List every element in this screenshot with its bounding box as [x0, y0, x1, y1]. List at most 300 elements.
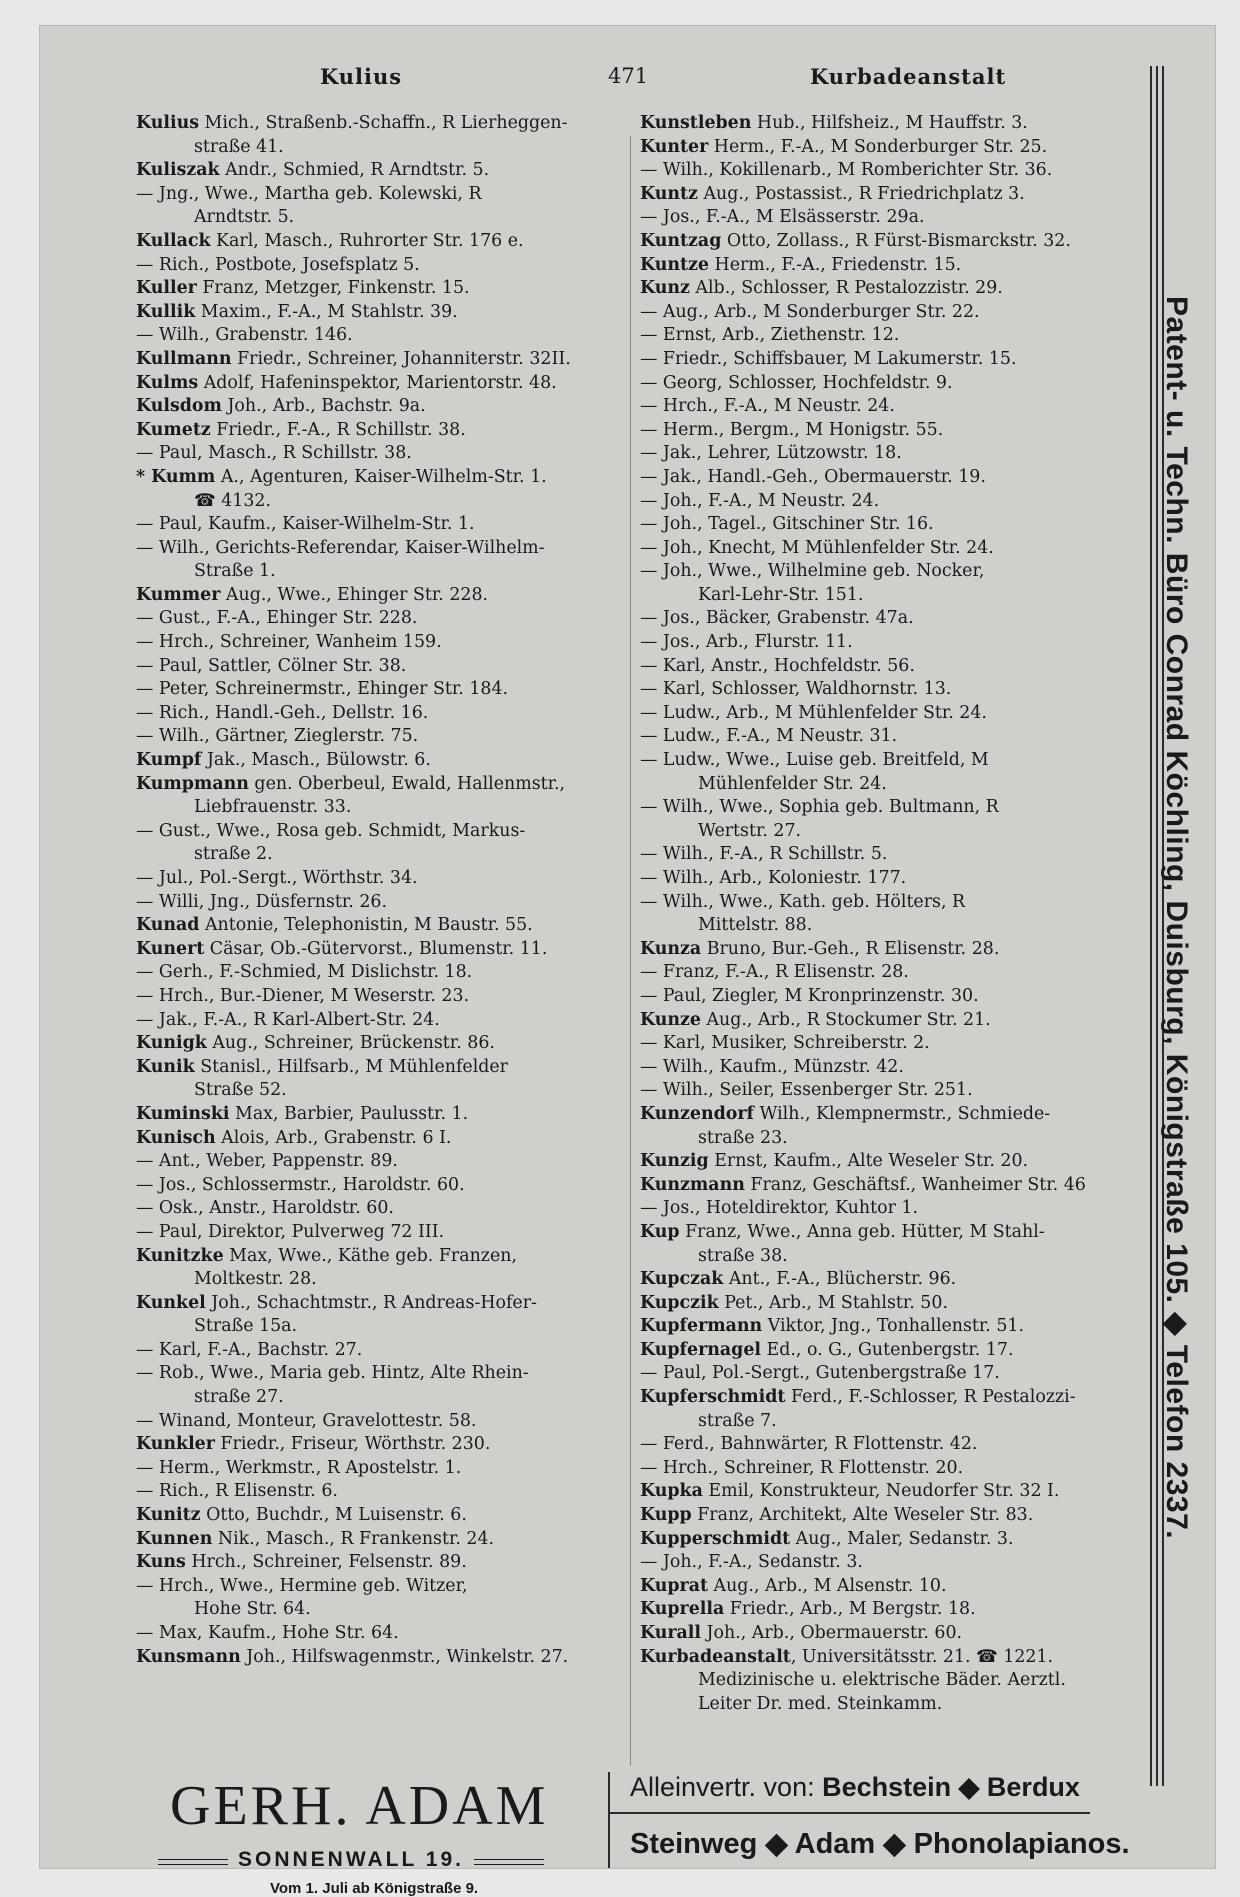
directory-entry: [640, 1504, 1140, 1528]
entry-line: * Kumm A., Agenturen, Kaiser-Wilhelm-Str. 1.: [136, 466, 547, 487]
directory-entry: [640, 985, 1140, 1009]
directory-entry: [136, 1103, 626, 1127]
directory-entry: [640, 867, 1140, 891]
entry-surname: Kunze: [640, 1009, 701, 1030]
directory-entry: [640, 1433, 1140, 1457]
entry-line: — Hrch., Bur.-Diener, M Weserstr. 23.: [136, 985, 470, 1006]
entry-surname: Kumpf: [136, 750, 202, 771]
directory-entry: [640, 702, 1140, 726]
directory-entry: [640, 938, 1140, 962]
entry-line: — Jos., Bäcker, Grabenstr. 47a.: [640, 608, 914, 629]
entry-surname: Kullik: [136, 301, 196, 322]
directory-entry: [640, 301, 1140, 325]
entry-surname: Kunitzke: [136, 1245, 224, 1266]
entry-line: Kupczik Pet., Arb., M Stahlstr. 50.: [640, 1292, 948, 1313]
entry-line: Kunik Stanisl., Hilfsarb., M Mühlenfelder: [136, 1056, 508, 1077]
directory-entry: [640, 183, 1140, 207]
entry-line: — Karl, Anstr., Hochfeldstr. 56.: [640, 655, 915, 676]
entry-surname: Kunzig: [640, 1151, 709, 1172]
directory-entry: [640, 1197, 1140, 1221]
entry-surname: Kunkel: [136, 1292, 206, 1313]
entry-line: — Jul., Pol.-Sergt., Wörthstr. 34.: [136, 868, 418, 888]
entry-line: — Friedr., Schiffsbauer, M Lakumerstr. 15.: [640, 348, 1017, 369]
directory-entry: [136, 1245, 626, 1292]
entry-line: Kunert Cäsar, Ob.-Gütervorst., Blumenstr. 11.: [136, 938, 548, 959]
directory-entry: [640, 277, 1140, 301]
entry-surname: Kullack: [136, 230, 211, 251]
entry-continuation: straße 7.: [698, 1410, 777, 1431]
entry-surname: Kuntze: [640, 254, 709, 275]
directory-entry: [136, 1221, 626, 1245]
entry-line: — Wilh., Wwe., Kath. geb. Hölters, R: [640, 891, 966, 912]
entry-line: Kulms Adolf, Hafeninspektor, Marientorstr. 48.: [136, 372, 557, 393]
entry-line: — Herm., Werkmstr., R Apostelstr. 1.: [136, 1457, 462, 1478]
directory-entry: [136, 914, 626, 938]
entry-line: — Rich., Postbote, Josefsplatz 5.: [136, 254, 420, 275]
directory-entry: [640, 1032, 1140, 1056]
entry-line: Kunitzke Max, Wwe., Käthe geb. Franzen,: [136, 1245, 517, 1266]
entry-line: Kupp Franz, Architekt, Alte Weseler Str. 83.: [640, 1505, 1034, 1526]
entry-line: — Hrch., Wwe., Hermine geb. Witzer,: [136, 1575, 468, 1596]
directory-entry: [640, 372, 1140, 396]
directory-entry: [640, 1292, 1140, 1316]
directory-entry: [136, 1528, 626, 1552]
directory-entry: [136, 277, 626, 301]
directory-entry: [136, 631, 626, 655]
entry-line: — Joh., F.-A., M Neustr. 24.: [640, 490, 880, 511]
entry-line: — Jng., Wwe., Martha geb. Kolewski, R: [136, 183, 482, 204]
entry-line: Kunad Antonie, Telephonistin, M Baustr. 55.: [136, 915, 533, 936]
directory-entry: [136, 1480, 626, 1504]
entry-continuation: Arndtstr. 5.: [194, 207, 295, 228]
directory-entry: [640, 490, 1140, 514]
directory-entry: [640, 254, 1140, 278]
entry-line: Kup Franz, Wwe., Anna geb. Hütter, M Stahl-: [640, 1221, 1045, 1242]
directory-entry: [640, 1457, 1140, 1481]
directory-entry: [136, 584, 626, 608]
entry-line: Kunze Aug., Arb., R Stockumer Str. 21.: [640, 1009, 991, 1030]
directory-page: [40, 26, 1215, 1897]
directory-entry: [136, 820, 626, 867]
page-number: 471: [608, 64, 649, 88]
entry-surname: Kuntzag: [640, 230, 722, 251]
directory-entry: [136, 607, 626, 631]
ad-agency-line: [630, 1772, 1080, 1803]
entry-line: — Jos., Hoteldirektor, Kuhtor 1.: [640, 1198, 919, 1219]
entry-surname: Kullmann: [136, 348, 232, 369]
ad-address: SONNENWALL 19.: [238, 1848, 464, 1871]
entry-surname: Kunik: [136, 1056, 195, 1077]
directory-entry: [640, 136, 1140, 160]
directory-entry: [640, 631, 1140, 655]
entry-line: — Joh., Wwe., Wilhelmine geb. Nocker,: [640, 561, 985, 582]
directory-entry: [136, 442, 626, 466]
side-banner: [1160, 296, 1200, 1616]
directory-entry: [136, 466, 626, 513]
directory-entry: [136, 1292, 626, 1339]
footer-advertisement: [110, 1766, 1150, 1897]
directory-entry: [640, 1315, 1140, 1339]
ad-products-line: Steinweg ◆ Adam ◆ Phonolapianos.: [630, 1828, 1130, 1860]
directory-entry: [640, 1480, 1140, 1504]
entry-line: — Ant., Weber, Pappenstr. 89.: [136, 1151, 398, 1172]
entry-line: Kupfermann Viktor, Jng., Tonhallenstr. 51.: [640, 1316, 1025, 1337]
entry-line: — Jos., Schlossermstr., Haroldstr. 60.: [136, 1174, 465, 1195]
directory-entry: [136, 1504, 626, 1528]
entry-continuation: Mittelstr. 88.: [698, 915, 813, 936]
directory-entry: [136, 702, 626, 726]
entry-line: Kuntze Herm., F.-A., Friedenstr. 15.: [640, 254, 962, 275]
directory-entry: [640, 1528, 1140, 1552]
entry-line: Kunz Alb., Schlosser, R Pestalozzistr. 29.: [640, 278, 1003, 299]
entry-line: — Winand, Monteur, Gravelottestr. 58.: [136, 1410, 477, 1431]
directory-entry: [640, 1150, 1140, 1174]
entry-line: — Wilh., Kokillenarb., M Romberichter Str. 36.: [640, 160, 1053, 181]
entry-surname: Kunert: [136, 938, 205, 959]
side-banner-text: Patent- u. Techn. Büro Conrad Köchling, Duisburg, Königstraße 105. ◆ Telefon 2337.: [1160, 296, 1193, 1540]
entry-continuation: straße 41.: [194, 136, 284, 157]
entry-line: Kulsdom Joh., Arb., Bachstr. 9a.: [136, 396, 426, 417]
directory-entry: [136, 395, 626, 419]
entry-line: — Herm., Bergm., M Honigstr. 55.: [640, 419, 944, 440]
directory-entry: [640, 1079, 1140, 1103]
directory-entry: [640, 159, 1140, 183]
directory-entry: [640, 796, 1140, 843]
directory-entry: [136, 230, 626, 254]
directory-entry: [136, 372, 626, 396]
entry-line: — Jak., F.-A., R Karl-Albert-Str. 24.: [136, 1009, 440, 1030]
directory-entry: [136, 1622, 626, 1646]
directory-entry: [136, 301, 626, 325]
entry-continuation: Moltkestr. 28.: [194, 1269, 317, 1290]
directory-entry: [136, 938, 626, 962]
directory-entry: [136, 749, 626, 773]
entry-line: Kunza Bruno, Bur.-Geh., R Elisenstr. 28.: [640, 938, 1000, 959]
entry-line: — Paul, Ziegler, M Kronprinzenstr. 30.: [640, 985, 979, 1006]
entry-surname: Kuprella: [640, 1599, 725, 1620]
directory-entry: [136, 985, 626, 1009]
directory-entry: [136, 961, 626, 985]
entry-line: — Joh., Tagel., Gitschiner Str. 16.: [640, 514, 934, 535]
entry-line: — Paul, Direktor, Pulverweg 72 III.: [136, 1221, 445, 1242]
entry-line: Kuprat Aug., Arb., M Alsenstr. 10.: [640, 1575, 947, 1596]
entry-line: Kuminski Max, Barbier, Paulusstr. 1.: [136, 1103, 469, 1124]
entry-surname: Kuminski: [136, 1103, 230, 1124]
entry-line: Kupfernagel Ed., o. G., Gutenbergstr. 17.: [640, 1339, 1014, 1360]
directory-entry: [136, 1197, 626, 1221]
directory-entry: [136, 537, 626, 584]
directory-entry: [640, 206, 1140, 230]
entry-line: — Aug., Arb., M Sonderburger Str. 22.: [640, 301, 980, 322]
directory-entry: [136, 419, 626, 443]
directory-entry: [640, 112, 1140, 136]
directory-entry: [640, 513, 1140, 537]
entry-line: — Paul, Kaufm., Kaiser-Wilhelm-Str. 1.: [136, 514, 475, 535]
entry-line: Kunigk Aug., Schreiner, Brückenstr. 86.: [136, 1033, 495, 1054]
directory-entry: [640, 1386, 1140, 1433]
directory-entry: [136, 348, 626, 372]
ad-divider: [608, 1772, 610, 1868]
directory-entry: [136, 1410, 626, 1434]
entry-continuation: ☎ 4132.: [194, 490, 271, 511]
directory-entry: [640, 230, 1140, 254]
entry-surname: Kunitz: [136, 1505, 201, 1526]
entry-line: Kullack Karl, Masch., Ruhrorter Str. 176 e.: [136, 230, 524, 251]
entry-surname: Kulius: [136, 113, 200, 133]
entry-surname: Kunnen: [136, 1528, 213, 1549]
entry-continuation: Liebfrauenstr. 33.: [194, 797, 352, 818]
directory-entry: [136, 254, 626, 278]
entry-surname: Kurbadeanstalt: [640, 1646, 791, 1667]
directory-entry: [640, 466, 1140, 490]
ad-rule: [610, 1812, 1090, 1814]
entry-surname: Kupka: [640, 1481, 703, 1502]
entry-surname: Kunkler: [136, 1434, 215, 1455]
entry-line: — Joh., F.-A., Sedanstr. 3.: [640, 1552, 863, 1573]
directory-entry: [136, 1433, 626, 1457]
directory-entry: [640, 1646, 1140, 1717]
entry-line: — Willi, Jng., Düsfernstr. 26.: [136, 891, 388, 912]
directory-entry: [136, 159, 626, 183]
entry-line: — Ludw., Arb., M Mühlenfelder Str. 24.: [640, 702, 987, 723]
entry-continuation: Karl-Lehr-Str. 151.: [698, 584, 864, 605]
ad-agency-brands: Bechstein ◆ Berdux: [822, 1772, 1080, 1802]
entry-line: Kuntzag Otto, Zollass., R Fürst-Bismarckstr. 32.: [640, 230, 1071, 251]
entry-line: Kunstleben Hub., Hilfsheiz., M Hauffstr. 3.: [640, 113, 1028, 133]
entry-line: — Georg, Schlosser, Hochfeldstr. 9.: [640, 372, 953, 393]
entry-continuation: Leiter Dr. med. Steinkamm.: [698, 1693, 943, 1714]
directory-entry: [640, 1056, 1140, 1080]
entry-surname: Kupczak: [640, 1269, 724, 1290]
entry-surname: Kupfernagel: [640, 1339, 761, 1360]
directory-entry: [136, 1646, 626, 1670]
entry-surname: Kunigk: [136, 1033, 207, 1054]
directory-entry: [136, 1551, 626, 1575]
entry-surname: Kunsmann: [136, 1646, 241, 1667]
entry-line: — Wilh., Gerichts-Referendar, Kaiser-Wilhelm-: [136, 537, 545, 558]
entry-continuation: Hohe Str. 64.: [194, 1599, 311, 1620]
directory-entry: [640, 961, 1140, 985]
entry-line: Kullmann Friedr., Schreiner, Johanniterstr. 32II.: [136, 348, 571, 369]
entry-line: Kunisch Alois, Arb., Grabenstr. 6 I.: [136, 1127, 452, 1148]
directory-entry: [640, 395, 1140, 419]
directory-entry: [640, 1575, 1140, 1599]
entry-continuation: Straße 52.: [194, 1080, 287, 1101]
left-column: [136, 112, 626, 1669]
directory-entry: [136, 678, 626, 702]
entry-line: Kupferschmidt Ferd., F.-Schlosser, R Pestalozzi-: [640, 1387, 1076, 1408]
entry-line: Kunitz Otto, Buchdr., M Luisenstr. 6.: [136, 1505, 467, 1526]
entry-line: — Paul, Masch., R Schillstr. 38.: [136, 443, 412, 464]
entry-line: Kupka Emil, Konstrukteur, Neudorfer Str. 32 I.: [640, 1481, 1060, 1502]
directory-entry: [136, 1056, 626, 1103]
entry-line: Kumetz Friedr., F.-A., R Schillstr. 38.: [136, 419, 466, 440]
entry-line: Kupperschmidt Aug., Maler, Sedanstr. 3.: [640, 1528, 1014, 1549]
entry-surname: Kuprat: [640, 1575, 708, 1596]
directory-entry: [640, 1268, 1140, 1292]
entry-line: — Gust., F.-A., Ehinger Str. 228.: [136, 608, 418, 629]
entry-line: Kunkel Joh., Schachtmstr., R Andreas-Hofer-: [136, 1292, 537, 1313]
entry-line: Kunkler Friedr., Friseur, Wörthstr. 230.: [136, 1434, 491, 1455]
entry-surname: Kurall: [640, 1623, 702, 1643]
entry-surname: Kupperschmidt: [640, 1528, 791, 1549]
directory-entry: [640, 1362, 1140, 1386]
directory-entry: [640, 725, 1140, 749]
directory-entry: [136, 655, 626, 679]
directory-entry: [640, 442, 1140, 466]
entry-line: Kuntz Aug., Postassist., R Friedrichplatz 3.: [640, 183, 1025, 204]
directory-entry: [640, 1622, 1140, 1646]
entry-line: — Jos., F.-A., M Elsässerstr. 29a.: [640, 207, 925, 228]
entry-line: — Joh., Knecht, M Mühlenfelder Str. 24.: [640, 537, 994, 558]
entry-continuation: straße 2.: [194, 844, 273, 865]
entry-surname: Kup: [640, 1221, 680, 1242]
entry-line: Kumpf Jak., Masch., Bülowstr. 6.: [136, 750, 431, 771]
entry-line: — Karl, Schlosser, Waldhornstr. 13.: [640, 679, 952, 700]
directory-entry: [136, 1575, 626, 1622]
directory-entry: [136, 513, 626, 537]
entry-surname: Kunisch: [136, 1127, 216, 1148]
entry-surname: Kunzendorf: [640, 1103, 755, 1124]
directory-entry: [640, 607, 1140, 631]
entry-continuation: Straße 1.: [194, 561, 276, 582]
entry-line: Kummer Aug., Wwe., Ehinger Str. 228.: [136, 584, 489, 605]
entry-line: — Rob., Wwe., Maria geb. Hintz, Alte Rhein-: [136, 1363, 529, 1384]
entry-line: Kunnen Nik., Masch., R Frankenstr. 24.: [136, 1528, 495, 1549]
entry-line: — Hrch., Schreiner, Wanheim 159.: [136, 632, 442, 653]
entry-line: Kuliszak Andr., Schmied, R Arndtstr. 5.: [136, 160, 490, 181]
directory-entry: [640, 324, 1140, 348]
header-first-name: Kulius: [320, 64, 403, 89]
entry-surname: Kuliszak: [136, 160, 220, 181]
entry-line: — Wilh., Kaufm., Münzstr. 42.: [640, 1056, 904, 1077]
entry-line: Kunsmann Joh., Hilfswagenmstr., Winkelstr. 27.: [136, 1646, 569, 1667]
entry-surname: Kupfermann: [640, 1316, 763, 1337]
page-header: [40, 64, 1155, 98]
entry-line: — Hrch., Schreiner, R Flottenstr. 20.: [640, 1457, 964, 1478]
directory-entry: [640, 537, 1140, 561]
entry-line: — Wilh., Gärtner, Zieglerstr. 75.: [136, 726, 419, 747]
entry-line: — Karl, F.-A., Bachstr. 27.: [136, 1339, 363, 1360]
column-divider: [630, 136, 631, 1766]
entry-line: — Jos., Arb., Flurstr. 11.: [640, 632, 853, 653]
directory-entry: [136, 1457, 626, 1481]
entry-line: — Paul, Sattler, Cölner Str. 38.: [136, 655, 407, 676]
entry-line: — Max, Kaufm., Hohe Str. 64.: [136, 1623, 399, 1643]
entry-surname: Kupp: [640, 1505, 692, 1526]
entry-line: — Franz, F.-A., R Elisenstr. 28.: [640, 962, 909, 983]
entry-surname: Kunter: [640, 136, 709, 157]
entry-line: — Gust., Wwe., Rosa geb. Schmidt, Markus-: [136, 820, 526, 841]
directory-entry: [640, 1598, 1140, 1622]
entry-line: Kumpmann gen. Oberbeul, Ewald, Hallenmstr.,: [136, 773, 566, 794]
entry-continuation: Straße 15a.: [194, 1316, 298, 1337]
entry-surname: Kunza: [640, 938, 702, 959]
entry-line: — Jak., Lehrer, Lützowstr. 18.: [640, 443, 902, 464]
entry-line: Kunzendorf Wilh., Klempnermstr., Schmiede-: [640, 1103, 1051, 1124]
entry-line: — Karl, Musiker, Schreiberstr. 2.: [640, 1033, 930, 1054]
directory-entry: [136, 112, 626, 159]
directory-entry: [640, 560, 1140, 607]
entry-surname: * Kumm: [136, 466, 216, 487]
directory-entry: [640, 1174, 1140, 1198]
entry-line: Kuns Hrch., Schreiner, Felsenstr. 89.: [136, 1552, 467, 1573]
ad-moving-note: Vom 1. Juli ab Königstraße 9.: [270, 1880, 479, 1897]
entry-line: — Wilh., Arb., Koloniestr. 177.: [640, 868, 907, 888]
directory-entry: [640, 655, 1140, 679]
entry-line: — Wilh., Seiler, Essenberger Str. 251.: [640, 1080, 973, 1101]
entry-surname: Kunad: [136, 915, 200, 936]
directory-entry: [640, 749, 1140, 796]
directory-entry: [640, 1221, 1140, 1268]
directory-entry: [640, 891, 1140, 938]
entry-surname: Kulms: [136, 372, 199, 393]
entry-surname: Kuns: [136, 1552, 186, 1573]
directory-entry: [640, 678, 1140, 702]
entry-line: — Ludw., F.-A., M Neustr. 31.: [640, 726, 898, 747]
entry-surname: Kulsdom: [136, 396, 222, 417]
entry-line: Kullik Maxim., F.-A., M Stahlstr. 39.: [136, 301, 458, 322]
entry-line: Kulius Mich., Straßenb.-Schaffn., R Lierheggen-: [136, 113, 568, 133]
directory-entry: [136, 725, 626, 749]
entry-line: — Ernst, Arb., Ziethenstr. 12.: [640, 325, 900, 346]
directory-entry: [640, 419, 1140, 443]
entry-line: — Paul, Pol.-Sergt., Gutenbergstraße 17.: [640, 1363, 1000, 1384]
entry-line: — Peter, Schreinermstr., Ehinger Str. 184.: [136, 679, 509, 700]
entry-line: — Wilh., Wwe., Sophia geb. Bultmann, R: [640, 797, 999, 818]
entry-line: — Rich., R Elisenstr. 6.: [136, 1481, 338, 1502]
entry-line: — Hrch., F.-A., M Neustr. 24.: [640, 396, 895, 417]
entry-line: — Gerh., F.-Schmied, M Dislichstr. 18.: [136, 962, 473, 983]
directory-entry: [640, 1009, 1140, 1033]
entry-continuation: Medizinische u. elektrische Bäder. Aerztl.: [698, 1670, 1066, 1691]
entry-line: Kuller Franz, Metzger, Finkenstr. 15.: [136, 278, 470, 299]
directory-entry: [136, 773, 626, 820]
directory-entry: [136, 324, 626, 348]
entry-continuation: straße 38.: [698, 1245, 788, 1266]
entry-line: — Jak., Handl.-Geh., Obermauerstr. 19.: [640, 466, 986, 487]
directory-entry: [136, 1150, 626, 1174]
entry-line: — Ferd., Bahnwärter, R Flottenstr. 42.: [640, 1434, 978, 1455]
entry-surname: Kumpmann: [136, 773, 249, 794]
entry-line: Kurbadeanstalt, Universitätsstr. 21. ☎ 1221.: [640, 1646, 1054, 1667]
entry-line: Kunter Herm., F.-A., M Sonderburger Str. 25.: [640, 136, 1048, 157]
directory-entry: [136, 1339, 626, 1363]
header-last-name: Kurbadeanstalt: [810, 64, 1007, 89]
entry-line: Kunzmann Franz, Geschäftsf., Wanheimer Str. 46: [640, 1174, 1086, 1195]
directory-entry: [640, 1551, 1140, 1575]
directory-entry: [136, 867, 626, 891]
directory-entry: [640, 348, 1140, 372]
entry-surname: Kunz: [640, 278, 690, 299]
entry-line: Kuprella Friedr., Arb., M Bergstr. 18.: [640, 1599, 976, 1620]
entry-surname: Kupczik: [640, 1292, 719, 1313]
entry-surname: Kuller: [136, 278, 197, 299]
directory-entry: [136, 891, 626, 915]
directory-entry: [136, 183, 626, 230]
entry-continuation: Mühlenfelder Str. 24.: [698, 773, 887, 794]
entry-line: — Wilh., Grabenstr. 146.: [136, 325, 353, 346]
entry-line: Kurall Joh., Arb., Obermauerstr. 60.: [640, 1623, 963, 1643]
entry-line: Kupczak Ant., F.-A., Blücherstr. 96.: [640, 1269, 957, 1290]
entry-line: — Osk., Anstr., Haroldstr. 60.: [136, 1198, 394, 1219]
entry-surname: Kummer: [136, 584, 221, 605]
directory-entry: [136, 1009, 626, 1033]
entry-line: — Ludw., Wwe., Luise geb. Breitfeld, M: [640, 750, 989, 771]
entry-surname: Kunstleben: [640, 113, 752, 133]
ad-company-name: GERH. ADAM: [170, 1775, 549, 1837]
entry-line: — Rich., Handl.-Geh., Dellstr. 16.: [136, 702, 429, 723]
